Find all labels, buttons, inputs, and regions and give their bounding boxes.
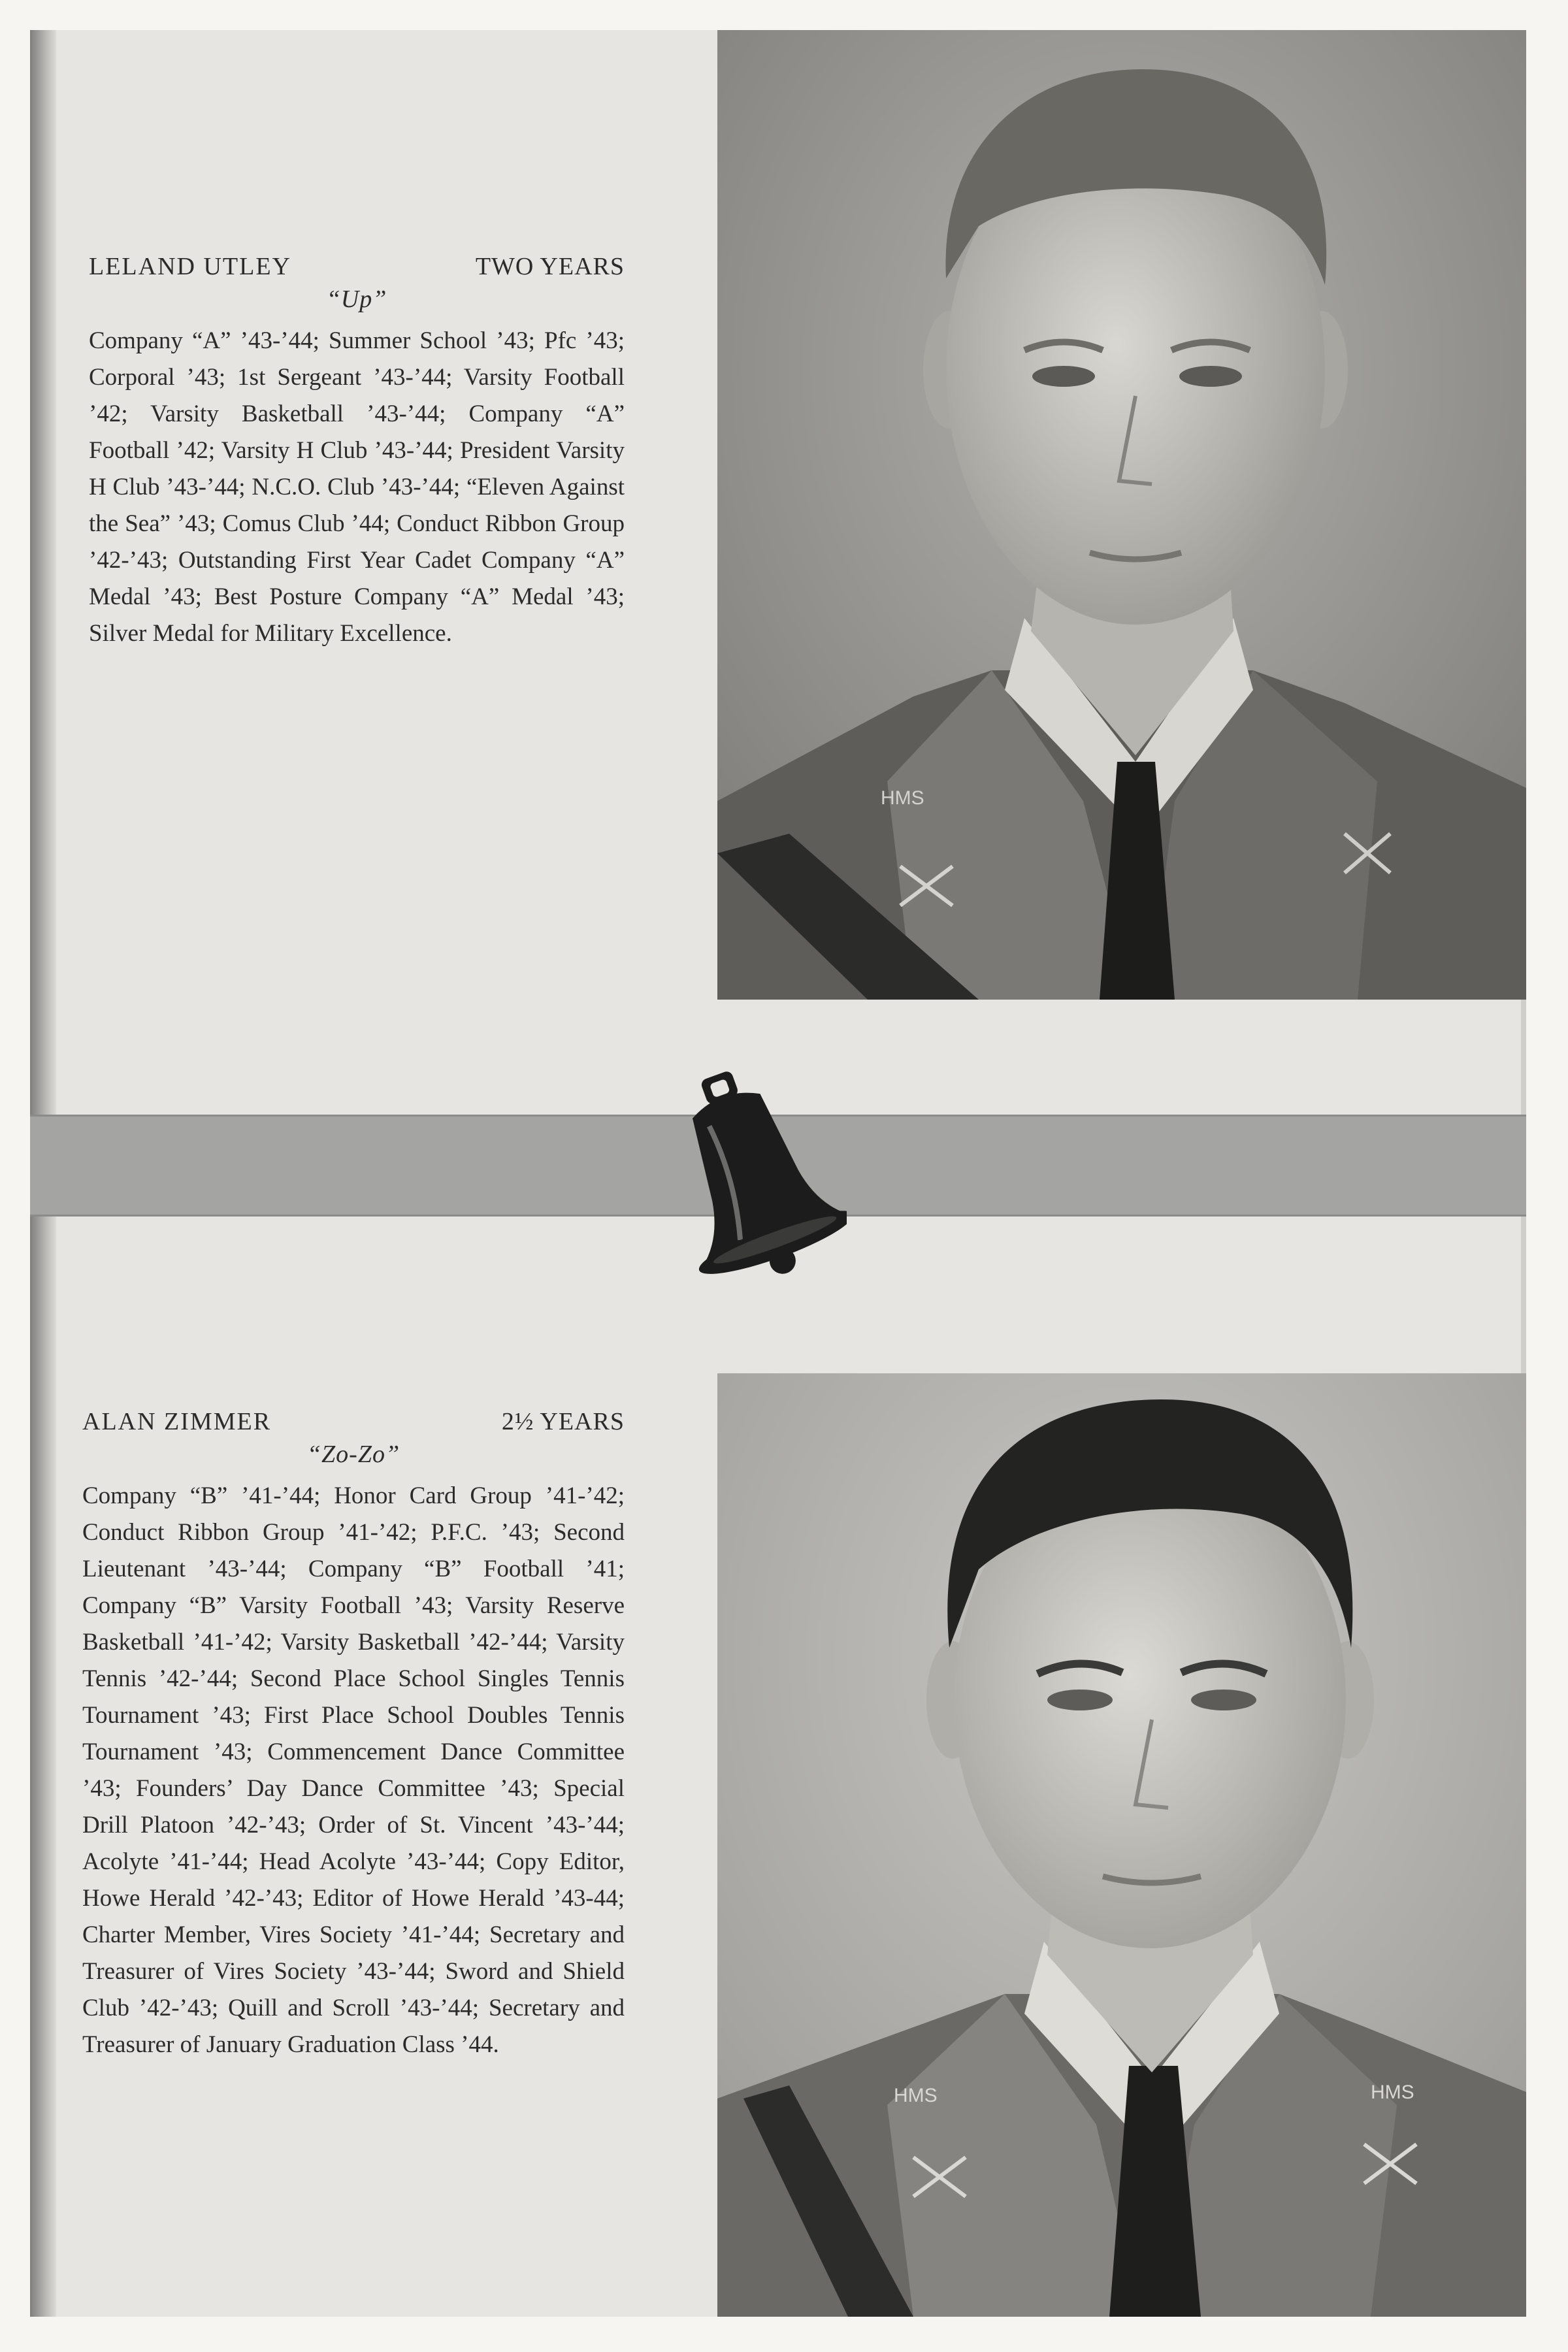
entry-leland-utley [89,252,625,652]
portrait-photo-alan-zimmer [717,1373,1526,2317]
collar-insignia-text: HMS [1371,2082,1414,2103]
student-activities: Company “A” ’43-’44; Summer School ’43; Pfc ’43; Corporal ’43; 1st Sergeant ’43-’44; Varsity Football ’42; Varsity Basketball ’43-’44; Company “A” Football ’42; Varsity H Club ’43-’44; President Varsity H Club ’43-’44; N.C.O. Club ’43-’44; “Eleven Against the Sea” ’43; Comus Club ’44; Conduct Ribbon Group ’42-’43; Outstanding First Year Cadet Company “A” Medal ’43; Best Posture Company “A” Medal ’43; Silver Medal for Military Excellence. [89,327,625,647]
portrait-photo-leland-utley [717,30,1526,1000]
entry-header [89,252,625,281]
student-nickname: “Up” [326,286,387,313]
student-name: ALAN ZIMMER [82,1408,272,1435]
entry-alan-zimmer [82,1407,625,2063]
student-name: LELAND UTLEY [89,253,291,280]
collar-insignia-text: HMS [881,787,924,809]
entry-header [82,1407,625,1436]
years-attended: 2½ YEARS [501,1408,625,1435]
bell-icon [657,1056,847,1298]
student-nickname: “Zo-Zo” [306,1441,400,1468]
collar-insignia-text: HMS [894,2085,938,2106]
yearbook-page [30,30,1526,2317]
student-activities: Company “B” ’41-’44; Honor Card Group ’41-’42; Conduct Ribbon Group ’41-’42; P.F.C. ’43; Second Lieutenant ’43-’44; Company “B” Football ’41; Company “B” Varsity Football ’43; Varsity Reserve Basketball ’41-’42; Varsity Basketball ’42-’44; Varsity Tennis ’42-’44; Second Place School Singles Tennis Tournament ’43; First Place School Doubles Tennis Tournament ’43; Commencement Dance Committee ’43; Founders’ Day Dance Committee ’43; Special Drill Platoon ’42-’43; Order of St. Vincent ’43-’44; Acolyte ’41-’44; Head Acolyte ’43-’44; Copy Editor, Howe Herald ’42-’43; Editor of Howe Herald ’43-44; Charter Member, Vires Society ’41-’44; Secretary and Treasurer of Vires Society ’43-’44; Sword and Shield Club ’42-’43; Quill and Scroll ’43-’44; Secretary and Treasurer of January Graduation Class ’44. [82,1482,625,2058]
years-attended: TWO YEARS [475,253,625,280]
